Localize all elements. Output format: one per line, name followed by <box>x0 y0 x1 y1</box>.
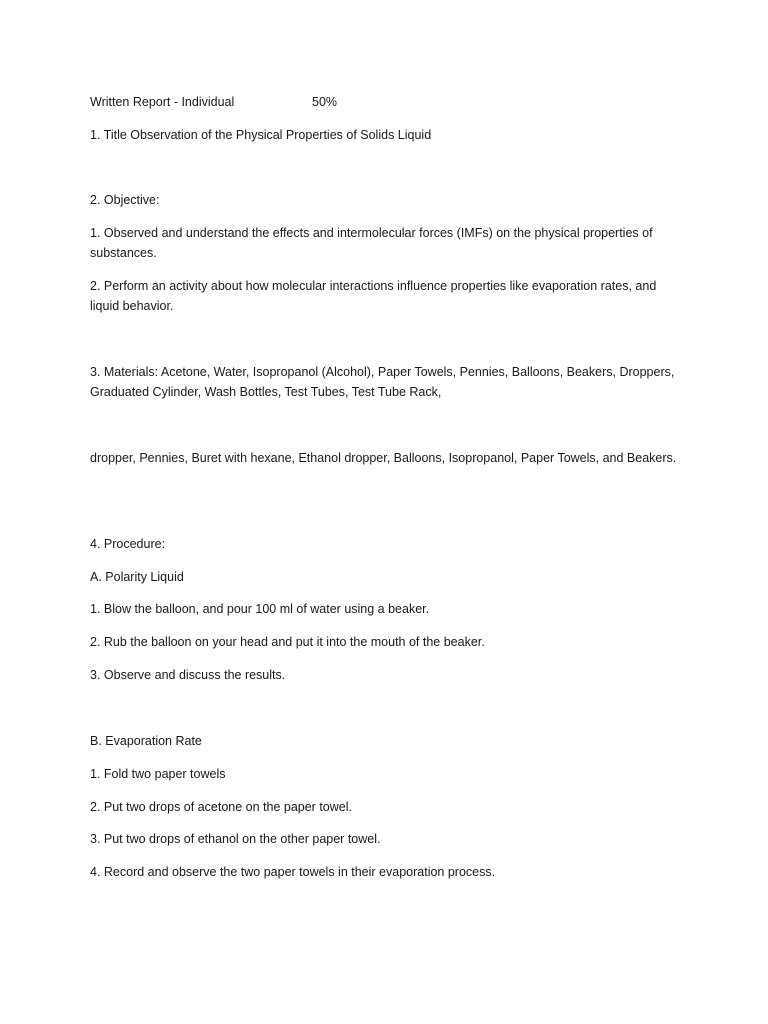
procedure-step: 2. Rub the balloon on your head and put it into the mouth of the beaker. <box>90 635 485 649</box>
procedure-step: 3. Put two drops of ethanol on the other paper towel. <box>90 832 381 846</box>
materials-paragraph: 3. Materials: Acetone, Water, Isopropanol (Alcohol), Paper Towels, Pennies, Balloons, Beakers, Droppers, Graduated Cylinder, Wash Bottles, Test Tubes, Test Tube Rack, <box>90 365 675 399</box>
objective-item: 1. Observed and understand the effects and intermolecular forces (IMFs) on the physical properties of substances. <box>90 226 653 260</box>
procedure-step: 2. Put two drops of acetone on the paper towel. <box>90 800 352 814</box>
objective-heading: 2. Objective: <box>90 193 160 207</box>
report-type-label: Written Report - Individual <box>90 95 235 109</box>
procedure-step: 1. Blow the balloon, and pour 100 ml of water using a beaker. <box>90 602 430 616</box>
objective-item: 2. Perform an activity about how molecular interactions influence properties like evaporation rates, and liquid behavior. <box>90 279 657 313</box>
section-b-heading: B. Evaporation Rate <box>90 734 202 748</box>
procedure-step: 4. Record and observe the two paper towels in their evaporation process. <box>90 865 496 879</box>
section-a-heading: A. Polarity Liquid <box>90 570 184 584</box>
procedure-step: 1. Fold two paper towels <box>90 767 226 781</box>
materials-continued: dropper, Pennies, Buret with hexane, Ethanol dropper, Balloons, Isopropanol, Paper Towels, and Beakers. <box>90 451 677 465</box>
report-title: 1. Title Observation of the Physical Properties of Solids Liquid <box>90 128 432 142</box>
report-weight: 50% <box>312 95 338 109</box>
procedure-step: 3. Observe and discuss the results. <box>90 668 286 682</box>
procedure-heading: 4. Procedure: <box>90 537 166 551</box>
